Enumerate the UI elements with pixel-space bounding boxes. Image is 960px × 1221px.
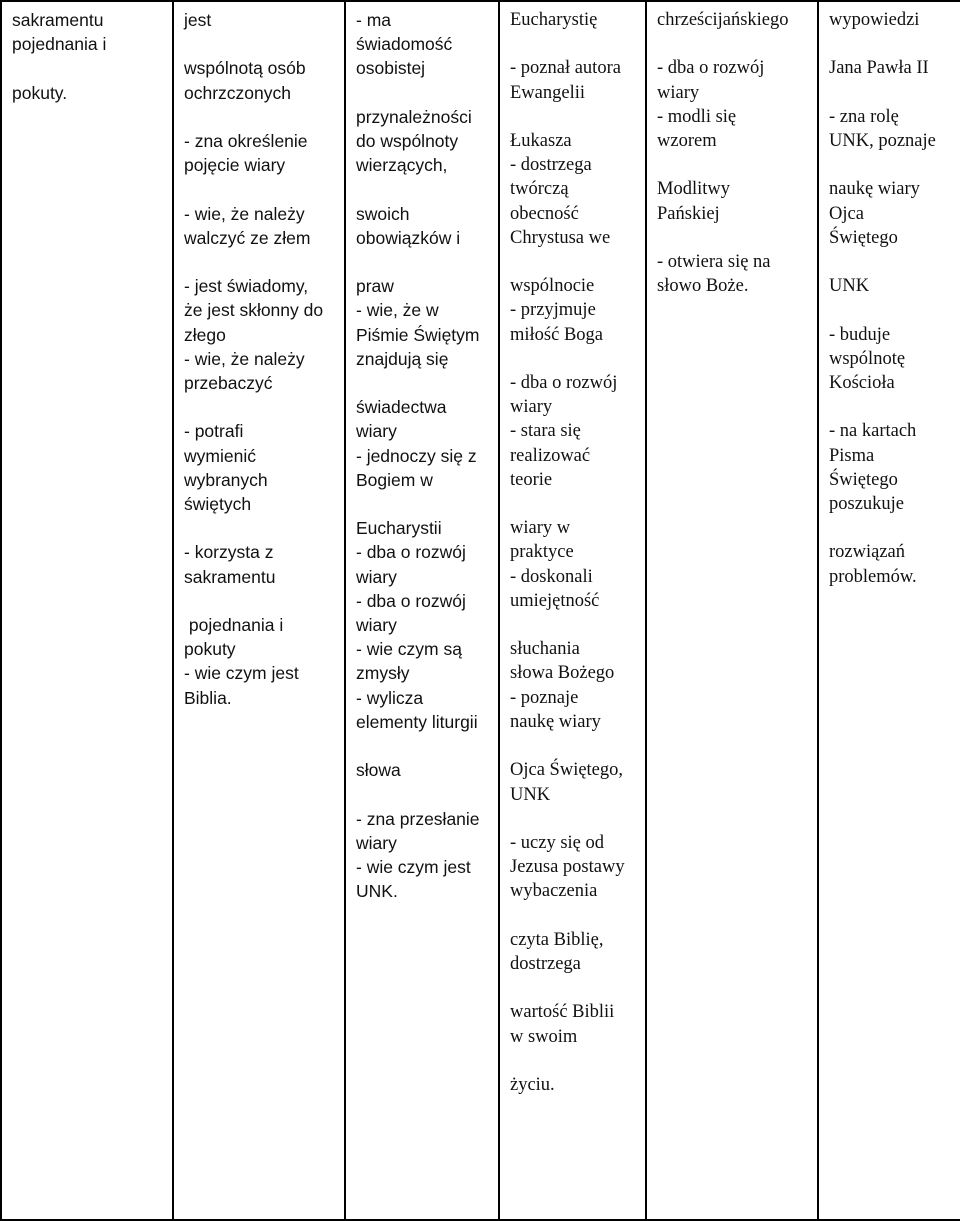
table-cell-col-1 xyxy=(1,1,173,1220)
cell-text-line: złego xyxy=(184,324,226,345)
cell-text-line: - uczy się od xyxy=(510,832,605,853)
cell-text-line: słowa Bożego xyxy=(510,663,615,684)
cell-text-line xyxy=(510,347,639,371)
cell-text-line: wiary xyxy=(356,421,397,442)
cell-text-line: ochrzczonych xyxy=(184,82,291,103)
cell-text-line xyxy=(12,56,166,80)
cell-text-line: - jest świadomy, xyxy=(184,276,309,297)
cell-text-line: UNK xyxy=(829,276,870,297)
cell-text-line: w swoim xyxy=(510,1026,578,1047)
cell-text-line: pojęcie wiary xyxy=(184,155,286,176)
table-row xyxy=(1,1,960,1220)
cell-text-line: wspólnotę xyxy=(829,348,906,369)
cell-text-line: - dba o rozwój xyxy=(510,373,618,394)
cell-text-line: czyta Biblię, xyxy=(510,929,604,950)
cell-text-line: jest xyxy=(184,10,212,30)
table-cell-col-4 xyxy=(499,1,646,1220)
cell-text-line xyxy=(510,976,639,1000)
cell-text-line xyxy=(356,81,492,105)
cell-text-line: - na kartach xyxy=(829,421,917,442)
cell-text-line: - dba o rozwój xyxy=(356,542,466,563)
cell-text-line: wybaczenia xyxy=(510,881,598,902)
cell-text-line: miłość Boga xyxy=(510,324,604,345)
cell-text-line xyxy=(829,516,954,540)
cell-text-line: - doskonali xyxy=(510,566,593,587)
cell-text-line: Bogiem w xyxy=(356,469,433,490)
cell-text-line xyxy=(657,226,811,250)
cell-text-line: słowo Boże. xyxy=(657,276,749,297)
cell-text-line xyxy=(657,32,811,56)
cell-text-line: realizować xyxy=(510,445,591,466)
cell-text-line: Biblia. xyxy=(184,687,232,708)
cell-text-line: - modli się xyxy=(657,106,737,127)
cell-text-line: - poznał autora xyxy=(510,58,621,79)
cell-text-line: życiu. xyxy=(510,1074,555,1095)
cell-text-line xyxy=(829,81,954,105)
cell-text-line: Chrystusa we xyxy=(510,227,611,248)
cell-text-line: twórczą xyxy=(510,179,569,200)
cell-text-line xyxy=(184,250,338,274)
cell-text-line: wiary xyxy=(657,82,700,103)
table-cell-col-2 xyxy=(173,1,345,1220)
cell-text-line: wiary xyxy=(510,397,553,418)
cell-text-line xyxy=(829,395,954,419)
cell-text-line xyxy=(510,492,639,516)
cell-text-line: Kościoła xyxy=(829,373,895,394)
cell-text-line: znajdują się xyxy=(356,348,449,369)
cell-text-line: sakramentu xyxy=(12,10,104,30)
cell-text-line: problemów. xyxy=(829,566,917,587)
cell-text-line: do wspólnoty xyxy=(356,131,459,152)
cell-text-line: Ojca xyxy=(829,203,864,224)
cell-text-line: umiejętność xyxy=(510,590,600,611)
cell-text-line: - jednoczy się z xyxy=(356,445,477,466)
cell-text-line: obecność xyxy=(510,203,579,224)
cell-text-line: pojednania i xyxy=(12,34,107,55)
cell-text-line: słowa xyxy=(356,760,401,781)
cell-text-line xyxy=(184,589,338,613)
cell-text-line xyxy=(510,32,639,56)
cell-text-line: - wie czym jest xyxy=(184,663,299,684)
table-cell-col-3 xyxy=(345,1,499,1220)
cell-text-line: - wie czym jest xyxy=(356,857,471,878)
cell-text-line: Ewangelii xyxy=(510,82,586,103)
cell-text-line: - korzysta z xyxy=(184,542,274,563)
cell-text-line: - dba o rozwój xyxy=(356,590,466,611)
cell-text-line xyxy=(829,153,954,177)
cell-text-line: wspólnotą osób xyxy=(184,58,306,79)
table-cell-col-6 xyxy=(818,1,960,1220)
cell-text-line: - wylicza xyxy=(356,687,424,708)
cell-text-line: praktyce xyxy=(510,542,574,563)
cell-text-line: wzorem xyxy=(657,131,717,152)
cell-text-line: pokuty xyxy=(184,639,236,660)
cell-text-line: obowiązków i xyxy=(356,227,461,248)
cell-text-line xyxy=(184,105,338,129)
cell-text-line: praw xyxy=(356,276,394,297)
cell-text-line: swoich xyxy=(356,203,410,224)
cell-text-line xyxy=(184,395,338,419)
cell-text-line xyxy=(356,371,492,395)
cell-text-line: wybranych xyxy=(184,469,268,490)
cell-text-line: zmysły xyxy=(356,663,410,684)
cell-text-line: przebaczyć xyxy=(184,373,273,394)
cell-text-line xyxy=(356,783,492,807)
cell-text-line xyxy=(510,734,639,758)
cell-text-line: - dostrzega xyxy=(510,155,592,176)
cell-text-line: że jest skłonny do xyxy=(184,300,324,321)
cell-text-line: wiary w xyxy=(510,518,571,539)
cell-text-line: Jana Pawła II xyxy=(829,58,929,79)
cell-text-line: - wie, że należy xyxy=(184,348,305,369)
cell-text-line: Pisma xyxy=(829,445,875,466)
cell-text-line xyxy=(184,516,338,540)
cell-text-line: Piśmie Świętym xyxy=(356,324,480,345)
cell-text-line: chrześcijańskiego xyxy=(657,10,789,30)
cell-text-line xyxy=(829,250,954,274)
cell-text-line xyxy=(356,250,492,274)
cell-text-line: Modlitwy xyxy=(657,179,730,200)
cell-text-line: Świętego xyxy=(829,227,898,248)
cell-text-line: rozwiązań xyxy=(829,542,906,563)
cell-text-line: - wie, że należy xyxy=(184,203,305,224)
cell-text-line xyxy=(184,177,338,201)
cell-text-line: - wie, że w xyxy=(356,300,439,321)
cell-text-line: walczyć ze złem xyxy=(184,227,311,248)
cell-text-line: - buduje xyxy=(829,324,891,345)
cell-text-line xyxy=(356,492,492,516)
cell-text-line: przynależności xyxy=(356,106,472,127)
table-cell-col-5 xyxy=(646,1,818,1220)
cell-text-line: osobistej xyxy=(356,58,426,79)
cell-text-line: - stara się xyxy=(510,421,581,442)
cell-text-line: - potrafi xyxy=(184,421,244,442)
cell-text-line: wypowiedzi xyxy=(829,10,920,30)
cell-text-line: - zna określenie xyxy=(184,131,308,152)
cell-text-line: dostrzega xyxy=(510,953,581,974)
cell-text-line: - przyjmuje xyxy=(510,300,596,321)
cell-text-line: Świętego xyxy=(829,469,898,490)
cell-text-line: Eucharystii xyxy=(356,518,442,539)
cell-text-line: wartość Biblii xyxy=(510,1002,615,1023)
cell-text-line xyxy=(657,153,811,177)
cell-text-line: - ma xyxy=(356,10,391,30)
cell-text-line xyxy=(356,177,492,201)
cell-text-line: świadomość xyxy=(356,34,453,55)
cell-text-line xyxy=(829,32,954,56)
cell-text-line xyxy=(510,904,639,928)
cell-text-line: - zna rolę xyxy=(829,106,899,127)
cell-text-line: - zna przesłanie xyxy=(356,808,480,829)
cell-text-line: Łukasza xyxy=(510,131,572,152)
cell-text-line: wspólnocie xyxy=(510,276,595,297)
cell-text-line xyxy=(356,734,492,758)
cell-text-line: wiary xyxy=(356,832,397,853)
cell-text-line: wymienić xyxy=(184,445,256,466)
cell-text-line xyxy=(510,807,639,831)
cell-text-line: pokuty. xyxy=(12,82,68,103)
cell-text-line: - wie czym są xyxy=(356,639,462,660)
cell-text-line xyxy=(829,298,954,322)
cell-text-line: UNK, poznaje xyxy=(829,131,936,152)
cell-text-line xyxy=(510,105,639,129)
cell-text-line: naukę wiary xyxy=(829,179,920,200)
cell-text-line: naukę wiary xyxy=(510,711,601,732)
cell-text-line: wiary xyxy=(356,566,397,587)
cell-text-line: poszukuje xyxy=(829,494,905,515)
cell-text-line: UNK xyxy=(510,784,551,805)
cell-text-line: słuchania xyxy=(510,639,580,660)
cell-text-line: - poznaje xyxy=(510,687,579,708)
cell-text-line xyxy=(510,1049,639,1073)
cell-text-line: Pańskiej xyxy=(657,203,720,224)
cell-text-line: Eucharystię xyxy=(510,10,598,30)
cell-text-line xyxy=(510,613,639,637)
cell-text-line: Jezusa postawy xyxy=(510,857,625,878)
cell-text-line: Ojca Świętego, xyxy=(510,760,624,781)
cell-text-line: UNK. xyxy=(356,881,398,902)
cell-text-line: sakramentu xyxy=(184,566,276,587)
cell-text-line xyxy=(184,32,338,56)
cell-text-line: - otwiera się na xyxy=(657,252,771,273)
cell-text-line: wierzących, xyxy=(356,155,448,176)
cell-text-line: pojednania i xyxy=(184,615,284,636)
cell-text-line: świętych xyxy=(184,494,252,515)
cell-text-line: wiary xyxy=(356,615,397,636)
cell-text-line: - dba o rozwój xyxy=(657,58,765,79)
cell-text-line xyxy=(510,250,639,274)
cell-text-line: świadectwa xyxy=(356,397,447,418)
cell-text-line: teorie xyxy=(510,469,553,490)
cell-text-line: elementy liturgii xyxy=(356,711,478,732)
